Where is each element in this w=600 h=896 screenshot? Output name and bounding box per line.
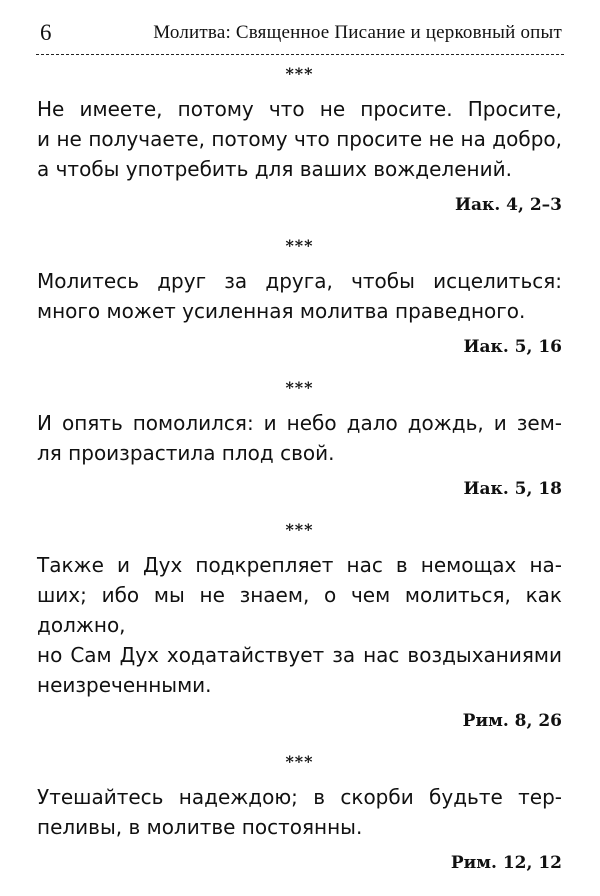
scripture-passage bbox=[37, 550, 562, 700]
scripture-passage bbox=[37, 782, 562, 842]
passage-line: неизреченными. bbox=[37, 673, 212, 697]
passage-line: Утешайтесь надеждою; в скорби будьте тер- bbox=[37, 785, 562, 809]
passage-line: много может усиленная молитва праведного. bbox=[37, 299, 526, 323]
scripture-reference: Рим. 12, 12 bbox=[450, 853, 562, 873]
section-separator: *** bbox=[285, 520, 314, 539]
passage-line: ших; ибо мы не знаем, о чем молиться, как должно, bbox=[37, 583, 562, 637]
scripture-reference: Иак. 5, 16 bbox=[463, 337, 562, 357]
scripture-passage bbox=[37, 94, 562, 184]
page-content bbox=[37, 66, 562, 896]
section-separator: *** bbox=[285, 64, 314, 83]
passage-line: ля произрастила плод свой. bbox=[37, 441, 335, 465]
passage-line: но Сам Дух ходатайствует за нас воздыханиями bbox=[37, 643, 562, 667]
passage-line: Не имеете, потому что не просите. Просите, bbox=[37, 97, 562, 121]
passage-line: И опять помолился: и небо дало дождь, и зем- bbox=[37, 411, 562, 435]
page-number: 6 bbox=[40, 20, 52, 45]
passage-line: пеливы, в молитве постоянны. bbox=[37, 815, 363, 839]
scripture-reference: Рим. 8, 26 bbox=[462, 711, 562, 731]
passage-line: Также и Дух подкрепляет нас в немощах на- bbox=[37, 553, 562, 577]
section-separator: *** bbox=[285, 236, 314, 255]
section-separator: *** bbox=[285, 752, 314, 771]
passage-line: Молитесь друг за друга, чтобы исцелиться: bbox=[37, 269, 562, 293]
passage-line: и не получаете, потому что просите не на добро, bbox=[37, 127, 562, 151]
header-divider bbox=[36, 54, 564, 55]
scripture-reference: Иак. 4, 2–3 bbox=[454, 195, 562, 215]
section-separator: *** bbox=[285, 378, 314, 397]
running-title: Молитва: Священное Писание и церковный опыт bbox=[153, 22, 562, 43]
passage-line: а чтобы употребить для ваших вожделений. bbox=[37, 157, 512, 181]
page-header bbox=[40, 22, 562, 52]
scripture-reference: Иак. 5, 18 bbox=[463, 479, 562, 499]
scripture-passage bbox=[37, 408, 562, 468]
scripture-passage bbox=[37, 266, 562, 326]
